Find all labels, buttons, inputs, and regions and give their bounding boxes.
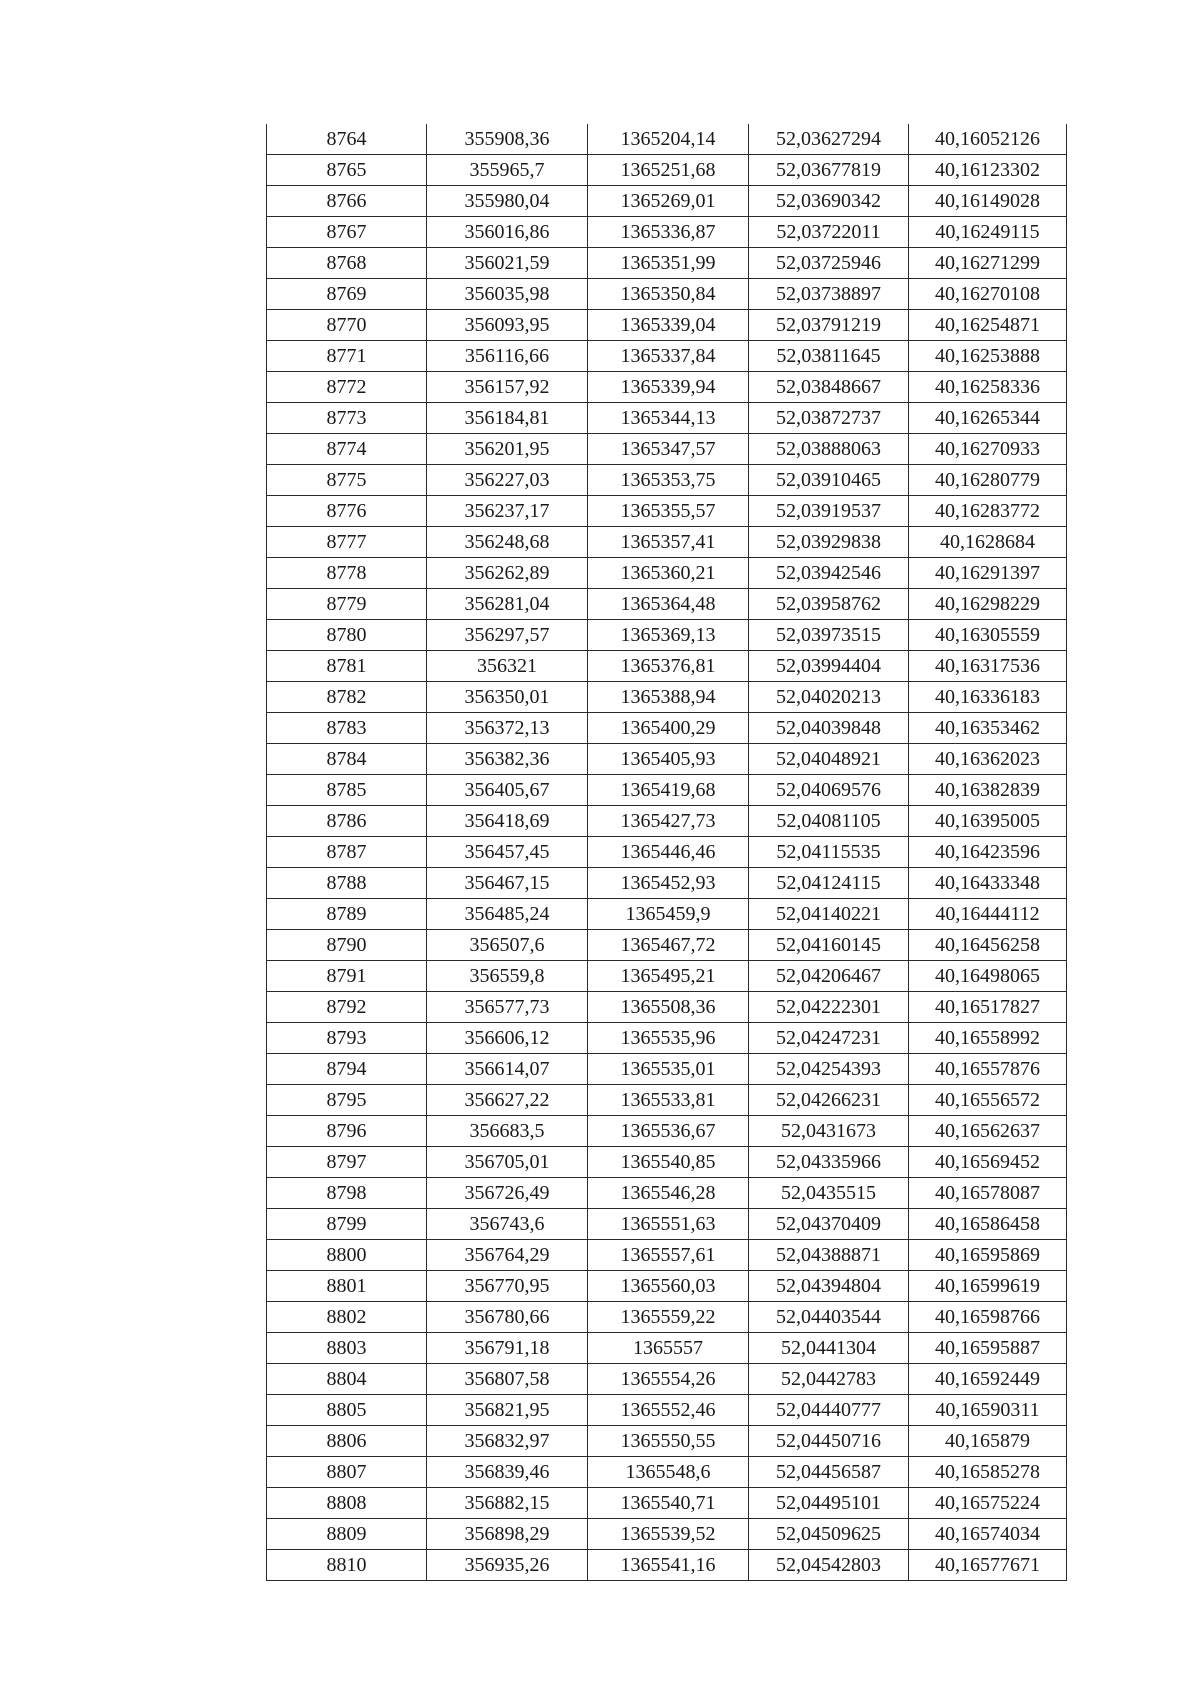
longitude-cell: 40,16517827 xyxy=(909,992,1067,1023)
table-row xyxy=(267,434,1067,465)
point-number-cell: 8806 xyxy=(267,1426,427,1457)
longitude-cell: 40,16498065 xyxy=(909,961,1067,992)
table-row xyxy=(267,868,1067,899)
latitude-cell: 52,03910465 xyxy=(749,465,909,496)
y-coordinate-cell: 1365559,22 xyxy=(588,1302,749,1333)
longitude-cell: 40,16586458 xyxy=(909,1209,1067,1240)
latitude-cell: 52,04206467 xyxy=(749,961,909,992)
table-row xyxy=(267,961,1067,992)
point-number-cell: 8804 xyxy=(267,1364,427,1395)
latitude-cell: 52,0441304 xyxy=(749,1333,909,1364)
point-number-cell: 8810 xyxy=(267,1550,427,1581)
point-number-cell: 8807 xyxy=(267,1457,427,1488)
latitude-cell: 52,03722011 xyxy=(749,217,909,248)
x-coordinate-cell: 356116,66 xyxy=(427,341,588,372)
x-coordinate-cell: 356405,67 xyxy=(427,775,588,806)
point-number-cell: 8764 xyxy=(267,124,427,155)
x-coordinate-cell: 356382,36 xyxy=(427,744,588,775)
table-row xyxy=(267,806,1067,837)
x-coordinate-cell: 356157,92 xyxy=(427,372,588,403)
y-coordinate-cell: 1365446,46 xyxy=(588,837,749,868)
point-number-cell: 8769 xyxy=(267,279,427,310)
longitude-cell: 40,16574034 xyxy=(909,1519,1067,1550)
longitude-cell: 40,16149028 xyxy=(909,186,1067,217)
y-coordinate-cell: 1365388,94 xyxy=(588,682,749,713)
point-number-cell: 8796 xyxy=(267,1116,427,1147)
longitude-cell: 40,16595887 xyxy=(909,1333,1067,1364)
x-coordinate-cell: 355908,36 xyxy=(427,124,588,155)
x-coordinate-cell: 356201,95 xyxy=(427,434,588,465)
x-coordinate-cell: 356726,49 xyxy=(427,1178,588,1209)
longitude-cell: 40,16317536 xyxy=(909,651,1067,682)
point-number-cell: 8802 xyxy=(267,1302,427,1333)
point-number-cell: 8771 xyxy=(267,341,427,372)
x-coordinate-cell: 356021,59 xyxy=(427,248,588,279)
y-coordinate-cell: 1365400,29 xyxy=(588,713,749,744)
y-coordinate-cell: 1365337,84 xyxy=(588,341,749,372)
table-row xyxy=(267,1426,1067,1457)
table-row xyxy=(267,403,1067,434)
point-number-cell: 8767 xyxy=(267,217,427,248)
table-row xyxy=(267,1519,1067,1550)
point-number-cell: 8801 xyxy=(267,1271,427,1302)
longitude-cell: 40,16336183 xyxy=(909,682,1067,713)
point-number-cell: 8800 xyxy=(267,1240,427,1271)
y-coordinate-cell: 1365269,01 xyxy=(588,186,749,217)
table-row xyxy=(267,837,1067,868)
y-coordinate-cell: 1365560,03 xyxy=(588,1271,749,1302)
point-number-cell: 8779 xyxy=(267,589,427,620)
table-row xyxy=(267,217,1067,248)
x-coordinate-cell: 356821,95 xyxy=(427,1395,588,1426)
x-coordinate-cell: 356418,69 xyxy=(427,806,588,837)
point-number-cell: 8795 xyxy=(267,1085,427,1116)
y-coordinate-cell: 1365467,72 xyxy=(588,930,749,961)
longitude-cell: 40,16598766 xyxy=(909,1302,1067,1333)
latitude-cell: 52,04020213 xyxy=(749,682,909,713)
point-number-cell: 8782 xyxy=(267,682,427,713)
latitude-cell: 52,04509625 xyxy=(749,1519,909,1550)
latitude-cell: 52,03791219 xyxy=(749,310,909,341)
latitude-cell: 52,04069576 xyxy=(749,775,909,806)
latitude-cell: 52,04140221 xyxy=(749,899,909,930)
longitude-cell: 40,16585278 xyxy=(909,1457,1067,1488)
point-number-cell: 8799 xyxy=(267,1209,427,1240)
x-coordinate-cell: 356262,89 xyxy=(427,558,588,589)
point-number-cell: 8778 xyxy=(267,558,427,589)
x-coordinate-cell: 356237,17 xyxy=(427,496,588,527)
y-coordinate-cell: 1365336,87 xyxy=(588,217,749,248)
coordinates-table xyxy=(266,124,1067,1581)
x-coordinate-cell: 356807,58 xyxy=(427,1364,588,1395)
longitude-cell: 40,16249115 xyxy=(909,217,1067,248)
longitude-cell: 40,16558992 xyxy=(909,1023,1067,1054)
table-row xyxy=(267,279,1067,310)
y-coordinate-cell: 1365419,68 xyxy=(588,775,749,806)
latitude-cell: 52,04450716 xyxy=(749,1426,909,1457)
latitude-cell: 52,03677819 xyxy=(749,155,909,186)
y-coordinate-cell: 1365452,93 xyxy=(588,868,749,899)
longitude-cell: 40,16123302 xyxy=(909,155,1067,186)
longitude-cell: 40,16271299 xyxy=(909,248,1067,279)
latitude-cell: 52,03958762 xyxy=(749,589,909,620)
point-number-cell: 8766 xyxy=(267,186,427,217)
longitude-cell: 40,16280779 xyxy=(909,465,1067,496)
x-coordinate-cell: 356248,68 xyxy=(427,527,588,558)
longitude-cell: 40,16258336 xyxy=(909,372,1067,403)
table-row xyxy=(267,1116,1067,1147)
x-coordinate-cell: 356614,07 xyxy=(427,1054,588,1085)
table-row xyxy=(267,651,1067,682)
point-number-cell: 8781 xyxy=(267,651,427,682)
x-coordinate-cell: 355980,04 xyxy=(427,186,588,217)
point-number-cell: 8797 xyxy=(267,1147,427,1178)
table-row xyxy=(267,558,1067,589)
y-coordinate-cell: 1365535,01 xyxy=(588,1054,749,1085)
longitude-cell: 40,1628684 xyxy=(909,527,1067,558)
x-coordinate-cell: 356559,8 xyxy=(427,961,588,992)
latitude-cell: 52,03690342 xyxy=(749,186,909,217)
longitude-cell: 40,16270933 xyxy=(909,434,1067,465)
point-number-cell: 8783 xyxy=(267,713,427,744)
point-number-cell: 8768 xyxy=(267,248,427,279)
latitude-cell: 52,03738897 xyxy=(749,279,909,310)
longitude-cell: 40,16575224 xyxy=(909,1488,1067,1519)
x-coordinate-cell: 356935,26 xyxy=(427,1550,588,1581)
latitude-cell: 52,04542803 xyxy=(749,1550,909,1581)
longitude-cell: 40,16382839 xyxy=(909,775,1067,806)
latitude-cell: 52,03942546 xyxy=(749,558,909,589)
x-coordinate-cell: 356770,95 xyxy=(427,1271,588,1302)
latitude-cell: 52,0435515 xyxy=(749,1178,909,1209)
table-row xyxy=(267,1364,1067,1395)
table-row xyxy=(267,775,1067,806)
x-coordinate-cell: 356743,6 xyxy=(427,1209,588,1240)
y-coordinate-cell: 1365204,14 xyxy=(588,124,749,155)
x-coordinate-cell: 356705,01 xyxy=(427,1147,588,1178)
y-coordinate-cell: 1365540,85 xyxy=(588,1147,749,1178)
table-row xyxy=(267,1178,1067,1209)
table-row xyxy=(267,248,1067,279)
table-row xyxy=(267,744,1067,775)
latitude-cell: 52,03929838 xyxy=(749,527,909,558)
point-number-cell: 8765 xyxy=(267,155,427,186)
table-row xyxy=(267,589,1067,620)
point-number-cell: 8772 xyxy=(267,372,427,403)
table-row xyxy=(267,682,1067,713)
longitude-cell: 40,16577671 xyxy=(909,1550,1067,1581)
y-coordinate-cell: 1365495,21 xyxy=(588,961,749,992)
table-row xyxy=(267,496,1067,527)
table-row xyxy=(267,1054,1067,1085)
y-coordinate-cell: 1365557 xyxy=(588,1333,749,1364)
longitude-cell: 40,16562637 xyxy=(909,1116,1067,1147)
table-row xyxy=(267,186,1067,217)
latitude-cell: 52,03872737 xyxy=(749,403,909,434)
point-number-cell: 8809 xyxy=(267,1519,427,1550)
x-coordinate-cell: 356839,46 xyxy=(427,1457,588,1488)
y-coordinate-cell: 1365536,67 xyxy=(588,1116,749,1147)
point-number-cell: 8793 xyxy=(267,1023,427,1054)
y-coordinate-cell: 1365405,93 xyxy=(588,744,749,775)
y-coordinate-cell: 1365339,94 xyxy=(588,372,749,403)
x-coordinate-cell: 356507,6 xyxy=(427,930,588,961)
latitude-cell: 52,03848667 xyxy=(749,372,909,403)
point-number-cell: 8789 xyxy=(267,899,427,930)
point-number-cell: 8787 xyxy=(267,837,427,868)
y-coordinate-cell: 1365552,46 xyxy=(588,1395,749,1426)
x-coordinate-cell: 356898,29 xyxy=(427,1519,588,1550)
y-coordinate-cell: 1365550,55 xyxy=(588,1426,749,1457)
table-row xyxy=(267,1302,1067,1333)
latitude-cell: 52,04388871 xyxy=(749,1240,909,1271)
table-row xyxy=(267,1333,1067,1364)
latitude-cell: 52,04370409 xyxy=(749,1209,909,1240)
x-coordinate-cell: 356606,12 xyxy=(427,1023,588,1054)
longitude-cell: 40,16052126 xyxy=(909,124,1067,155)
x-coordinate-cell: 356184,81 xyxy=(427,403,588,434)
y-coordinate-cell: 1365551,63 xyxy=(588,1209,749,1240)
longitude-cell: 40,16270108 xyxy=(909,279,1067,310)
longitude-cell: 40,16456258 xyxy=(909,930,1067,961)
longitude-cell: 40,16291397 xyxy=(909,558,1067,589)
x-coordinate-cell: 356372,13 xyxy=(427,713,588,744)
point-number-cell: 8777 xyxy=(267,527,427,558)
y-coordinate-cell: 1365508,36 xyxy=(588,992,749,1023)
table-row xyxy=(267,713,1067,744)
longitude-cell: 40,165879 xyxy=(909,1426,1067,1457)
x-coordinate-cell: 355965,7 xyxy=(427,155,588,186)
longitude-cell: 40,16557876 xyxy=(909,1054,1067,1085)
latitude-cell: 52,04222301 xyxy=(749,992,909,1023)
latitude-cell: 52,04403544 xyxy=(749,1302,909,1333)
table-row xyxy=(267,930,1067,961)
point-number-cell: 8808 xyxy=(267,1488,427,1519)
point-number-cell: 8790 xyxy=(267,930,427,961)
table-row xyxy=(267,992,1067,1023)
table-row xyxy=(267,155,1067,186)
latitude-cell: 52,03725946 xyxy=(749,248,909,279)
table-row xyxy=(267,465,1067,496)
table-row xyxy=(267,620,1067,651)
point-number-cell: 8798 xyxy=(267,1178,427,1209)
table-row xyxy=(267,1023,1067,1054)
x-coordinate-cell: 356227,03 xyxy=(427,465,588,496)
table-row xyxy=(267,310,1067,341)
point-number-cell: 8780 xyxy=(267,620,427,651)
longitude-cell: 40,16298229 xyxy=(909,589,1067,620)
longitude-cell: 40,16254871 xyxy=(909,310,1067,341)
table-row xyxy=(267,1147,1067,1178)
latitude-cell: 52,03811645 xyxy=(749,341,909,372)
y-coordinate-cell: 1365546,28 xyxy=(588,1178,749,1209)
table-row xyxy=(267,1488,1067,1519)
longitude-cell: 40,16395005 xyxy=(909,806,1067,837)
latitude-cell: 52,04039848 xyxy=(749,713,909,744)
latitude-cell: 52,0442783 xyxy=(749,1364,909,1395)
y-coordinate-cell: 1365557,61 xyxy=(588,1240,749,1271)
longitude-cell: 40,16353462 xyxy=(909,713,1067,744)
y-coordinate-cell: 1365360,21 xyxy=(588,558,749,589)
point-number-cell: 8792 xyxy=(267,992,427,1023)
x-coordinate-cell: 356297,57 xyxy=(427,620,588,651)
y-coordinate-cell: 1365347,57 xyxy=(588,434,749,465)
latitude-cell: 52,03888063 xyxy=(749,434,909,465)
table-row xyxy=(267,1395,1067,1426)
longitude-cell: 40,16569452 xyxy=(909,1147,1067,1178)
x-coordinate-cell: 356321 xyxy=(427,651,588,682)
y-coordinate-cell: 1365351,99 xyxy=(588,248,749,279)
latitude-cell: 52,04048921 xyxy=(749,744,909,775)
x-coordinate-cell: 356016,86 xyxy=(427,217,588,248)
x-coordinate-cell: 356093,95 xyxy=(427,310,588,341)
longitude-cell: 40,16433348 xyxy=(909,868,1067,899)
longitude-cell: 40,16578087 xyxy=(909,1178,1067,1209)
point-number-cell: 8785 xyxy=(267,775,427,806)
y-coordinate-cell: 1365344,13 xyxy=(588,403,749,434)
point-number-cell: 8791 xyxy=(267,961,427,992)
x-coordinate-cell: 356035,98 xyxy=(427,279,588,310)
latitude-cell: 52,04440777 xyxy=(749,1395,909,1426)
table-row xyxy=(267,899,1067,930)
coordinates-table-body xyxy=(267,124,1067,1581)
latitude-cell: 52,03919537 xyxy=(749,496,909,527)
point-number-cell: 8784 xyxy=(267,744,427,775)
x-coordinate-cell: 356457,45 xyxy=(427,837,588,868)
longitude-cell: 40,16283772 xyxy=(909,496,1067,527)
point-number-cell: 8786 xyxy=(267,806,427,837)
y-coordinate-cell: 1365251,68 xyxy=(588,155,749,186)
point-number-cell: 8776 xyxy=(267,496,427,527)
point-number-cell: 8803 xyxy=(267,1333,427,1364)
y-coordinate-cell: 1365427,73 xyxy=(588,806,749,837)
y-coordinate-cell: 1365350,84 xyxy=(588,279,749,310)
y-coordinate-cell: 1365554,26 xyxy=(588,1364,749,1395)
x-coordinate-cell: 356882,15 xyxy=(427,1488,588,1519)
point-number-cell: 8805 xyxy=(267,1395,427,1426)
latitude-cell: 52,03973515 xyxy=(749,620,909,651)
x-coordinate-cell: 356791,18 xyxy=(427,1333,588,1364)
y-coordinate-cell: 1365364,48 xyxy=(588,589,749,620)
latitude-cell: 52,04124115 xyxy=(749,868,909,899)
latitude-cell: 52,04495101 xyxy=(749,1488,909,1519)
longitude-cell: 40,16599619 xyxy=(909,1271,1067,1302)
longitude-cell: 40,16265344 xyxy=(909,403,1067,434)
table-row xyxy=(267,1085,1067,1116)
table-row xyxy=(267,1457,1067,1488)
table-row xyxy=(267,1240,1067,1271)
longitude-cell: 40,16595869 xyxy=(909,1240,1067,1271)
latitude-cell: 52,04266231 xyxy=(749,1085,909,1116)
x-coordinate-cell: 356467,15 xyxy=(427,868,588,899)
longitude-cell: 40,16556572 xyxy=(909,1085,1067,1116)
latitude-cell: 52,04456587 xyxy=(749,1457,909,1488)
latitude-cell: 52,04254393 xyxy=(749,1054,909,1085)
point-number-cell: 8774 xyxy=(267,434,427,465)
latitude-cell: 52,04160145 xyxy=(749,930,909,961)
table-row xyxy=(267,124,1067,155)
x-coordinate-cell: 356281,04 xyxy=(427,589,588,620)
latitude-cell: 52,03994404 xyxy=(749,651,909,682)
longitude-cell: 40,16444112 xyxy=(909,899,1067,930)
point-number-cell: 8794 xyxy=(267,1054,427,1085)
y-coordinate-cell: 1365355,57 xyxy=(588,496,749,527)
y-coordinate-cell: 1365376,81 xyxy=(588,651,749,682)
longitude-cell: 40,16253888 xyxy=(909,341,1067,372)
latitude-cell: 52,03627294 xyxy=(749,124,909,155)
x-coordinate-cell: 356832,97 xyxy=(427,1426,588,1457)
table-row xyxy=(267,1271,1067,1302)
y-coordinate-cell: 1365353,75 xyxy=(588,465,749,496)
x-coordinate-cell: 356780,66 xyxy=(427,1302,588,1333)
longitude-cell: 40,16592449 xyxy=(909,1364,1067,1395)
table-row xyxy=(267,341,1067,372)
latitude-cell: 52,0431673 xyxy=(749,1116,909,1147)
x-coordinate-cell: 356683,5 xyxy=(427,1116,588,1147)
y-coordinate-cell: 1365535,96 xyxy=(588,1023,749,1054)
point-number-cell: 8773 xyxy=(267,403,427,434)
longitude-cell: 40,16423596 xyxy=(909,837,1067,868)
latitude-cell: 52,04335966 xyxy=(749,1147,909,1178)
y-coordinate-cell: 1365548,6 xyxy=(588,1457,749,1488)
point-number-cell: 8775 xyxy=(267,465,427,496)
x-coordinate-cell: 356764,29 xyxy=(427,1240,588,1271)
y-coordinate-cell: 1365533,81 xyxy=(588,1085,749,1116)
y-coordinate-cell: 1365357,41 xyxy=(588,527,749,558)
table-row xyxy=(267,1550,1067,1581)
y-coordinate-cell: 1365539,52 xyxy=(588,1519,749,1550)
y-coordinate-cell: 1365339,04 xyxy=(588,310,749,341)
x-coordinate-cell: 356627,22 xyxy=(427,1085,588,1116)
longitude-cell: 40,16590311 xyxy=(909,1395,1067,1426)
table-row xyxy=(267,527,1067,558)
table-row xyxy=(267,1209,1067,1240)
latitude-cell: 52,04081105 xyxy=(749,806,909,837)
table-row xyxy=(267,372,1067,403)
y-coordinate-cell: 1365541,16 xyxy=(588,1550,749,1581)
longitude-cell: 40,16362023 xyxy=(909,744,1067,775)
y-coordinate-cell: 1365369,13 xyxy=(588,620,749,651)
point-number-cell: 8788 xyxy=(267,868,427,899)
latitude-cell: 52,04115535 xyxy=(749,837,909,868)
point-number-cell: 8770 xyxy=(267,310,427,341)
latitude-cell: 52,04247231 xyxy=(749,1023,909,1054)
x-coordinate-cell: 356350,01 xyxy=(427,682,588,713)
y-coordinate-cell: 1365540,71 xyxy=(588,1488,749,1519)
x-coordinate-cell: 356485,24 xyxy=(427,899,588,930)
longitude-cell: 40,16305559 xyxy=(909,620,1067,651)
x-coordinate-cell: 356577,73 xyxy=(427,992,588,1023)
y-coordinate-cell: 1365459,9 xyxy=(588,899,749,930)
latitude-cell: 52,04394804 xyxy=(749,1271,909,1302)
